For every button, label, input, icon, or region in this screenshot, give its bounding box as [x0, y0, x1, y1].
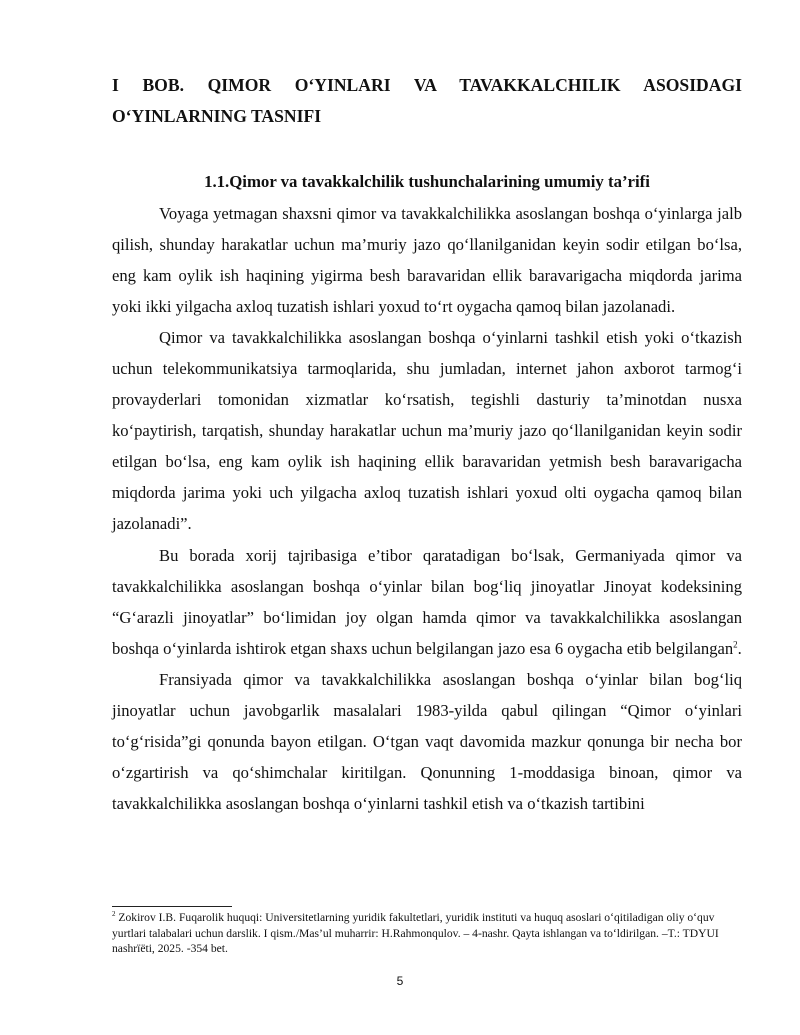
- footnote: [112, 910, 742, 957]
- footnote-divider: [112, 906, 232, 907]
- chapter-title: [112, 70, 742, 132]
- page-number: 5: [396, 974, 404, 988]
- paragraph-2: Qimor va tavakkalchilikka asoslangan boshqa o‘yinlarni tashkil etish yoki o‘tkazish uchun telekommunikatsiya tarmoqlarida, shu jumladan, internet jahon axborot tarmog‘i provayderlari tomonidan xizmatlar ko‘rsatish, tegishli dasturiy ta’minotdan nusxa ko‘paytirish, tarqatish, shunday harakatlar uchun ma’muriy jazo qo‘llanilganidan keyin sodir etilgan bo‘lsa, eng kam oylik ish haqining ellik baravaridan yetmish besh baravarigacha miqdorda jarima yoki uch yilgacha axloq tuzatish ishlari yoxud olti oygacha qamoq bilan jazolanadi”.: [112, 328, 742, 534]
- paragraph-1: Voyaga yetmagan shaxsni qimor va tavakkalchilikka asoslangan boshqa o‘yinlarga jalb qilish, shunday harakatlar uchun ma’muriy jazo qo‘llanilganidan keyin sodir etilgan bo‘lsa, eng kam oylik ish haqining yigirma besh baravaridan ellik baravarigacha miqdorda jarima yoki ikki yilgacha axloq tuzatish ishlari yoxud to‘rt oygacha qamoq bilan jazolanadi.: [112, 204, 742, 317]
- chapter-title-line2: O‘YINLARNING TASNIFI: [112, 106, 322, 126]
- paragraph-4: Fransiyada qimor va tavakkalchilikka asoslangan boshqa o‘yinlar bilan bog‘liq jinoyatlar uchun javobgarlik masalalari 1983-yilda qabul qilingan “Qimor o‘yinlari to‘g‘risida”gi qonunda bayon etilgan. O‘tgan vaqt davomida mazkur qonunga bir necha bor o‘zgartirish va qo‘shimchalar kiritilgan. Qonunning 1-moddasiga binoan, qimor va tavakkalchilikka asoslangan boshqa o‘yinlarni tashkil etish va o‘tkazish tartibini: [112, 669, 742, 813]
- footnote-marker: 2: [112, 910, 116, 919]
- chapter-title-line1: I BOB. QIMOR O‘YINLARI VA TAVAKKALCHILIK ASOSIDAGI: [112, 75, 742, 95]
- body-text: [112, 198, 742, 819]
- footnote-reference[interactable]: 2: [733, 639, 738, 650]
- paragraph-3: Bu borada xorij tajribasiga e’tibor qaratadigan bo‘lsak, Germaniyada qimor va tavakkalchilikka asoslangan boshqa o‘yinlar bilan bog‘liq jinoyatlar Jinoyat kodeksining “G‘arazli jinoyatlar” bo‘limidan joy olgan hamda qimor va tavakkalchilikka asoslangan boshqa o‘yinlarda ishtirok etgan shaxs uchun belgilangan jazo esa 6 oygacha etib belgilangan$^2$.: [112, 545, 742, 658]
- footnote-text: Zokirov I.B. Fuqarolik huquqi: Universitetlarning yuridik fakultetlari, yuridik instituti va huquq asoslari o‘qitiladigan oliy o‘quv yurtlari talabalari uchun darslik. I qism./Mas’ul muharrir: H.Rahmonqulov. – 4-nashr. Qayta ishlangan va to‘ldirilgan. –T.: TDYUI nashrїёti, 2025. -354 bet.: [112, 911, 719, 956]
- section-title: 1.1.Qimor va tavakkalchilik tushunchalarining umumiy ta’rifi: [204, 172, 650, 191]
- paragraph-3-text: Bu borada xorij tajribasiga e’tibor qaratadigan bo‘lsak, Germaniyada qimor va tavakkalchilikka asoslangan boshqa o‘yinlar bilan bog‘liq jinoyatlar Jinoyat kodeksining “G‘arazli jinoyatlar” bo‘limidan joy olgan hamda qimor va tavakkalchilikka asoslangan boshqa o‘yinlarda ishtirok etgan shaxs uchun belgilangan jazo esa 6 oygacha etib belgilangan: [112, 545, 742, 658]
